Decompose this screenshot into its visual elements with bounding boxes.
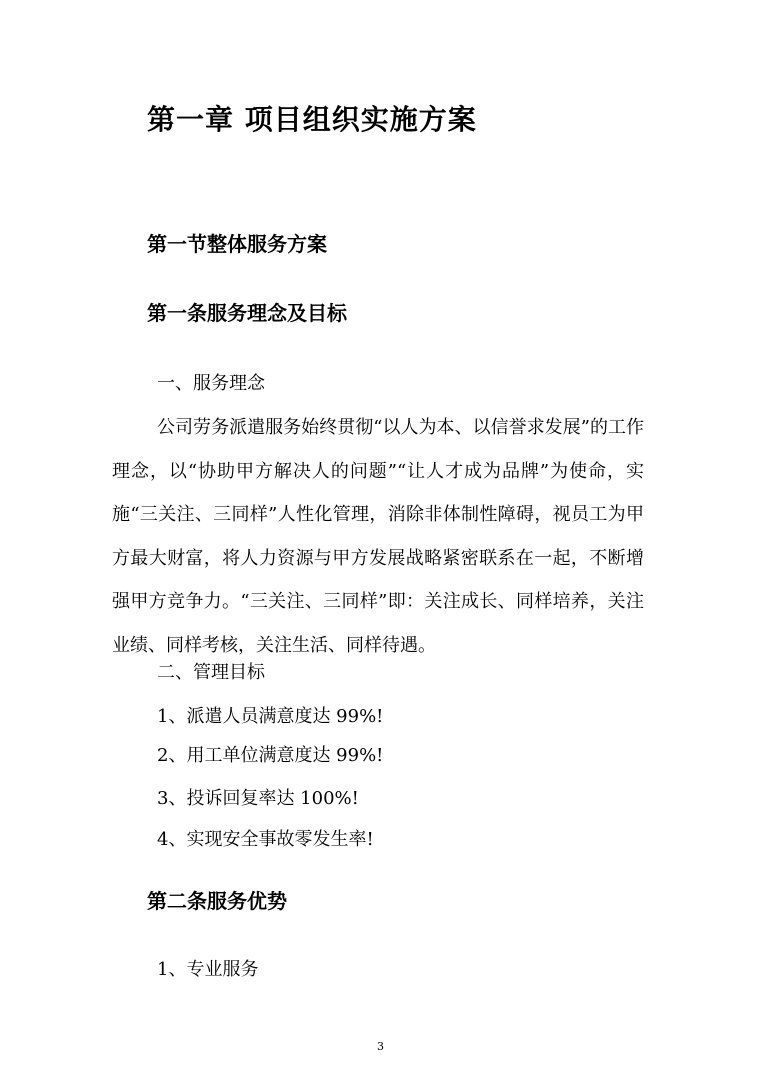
subheading-service-philosophy: 一、服务理念 [157, 373, 265, 394]
chapter-title: 第一章 项目组织实施方案 [147, 103, 477, 136]
article-heading-1: 第一条服务理念及目标 [147, 301, 347, 325]
goal-item: 1、派遣人员满意度达 99%! [157, 706, 384, 727]
goal-item: 3、投诉回复率达 100%! [157, 788, 359, 809]
goal-item: 2、用工单位满意度达 99%! [157, 745, 384, 766]
goal-item: 4、实现安全事故零发生率! [157, 829, 374, 850]
subheading-management-goals: 二、管理目标 [157, 662, 265, 683]
section-title: 第一节整体服务方案 [147, 232, 327, 256]
advantage-item: 1、专业服务 [157, 959, 259, 980]
paragraph-service-philosophy: 公司劳务派遣服务始终贯彻“以人为本、以信誉求发展”的工作理念，以“协助甲方解决人的问题”“让人才成为品牌”为使命，实施“三关注、三同样”人性化管理，消除非体制性障碍，视员工为甲方最大财富，将人力资源与甲方发展战略紧密联系在一起，不断增强甲方竞争力。“三关注、三同样”即：关注成长、同样培养，关注业绩、同样考核，关注生活、同样待遇。 [112, 417, 644, 656]
page-number: 3 [377, 1040, 384, 1053]
article-heading-2: 第二条服务优势 [147, 889, 287, 913]
